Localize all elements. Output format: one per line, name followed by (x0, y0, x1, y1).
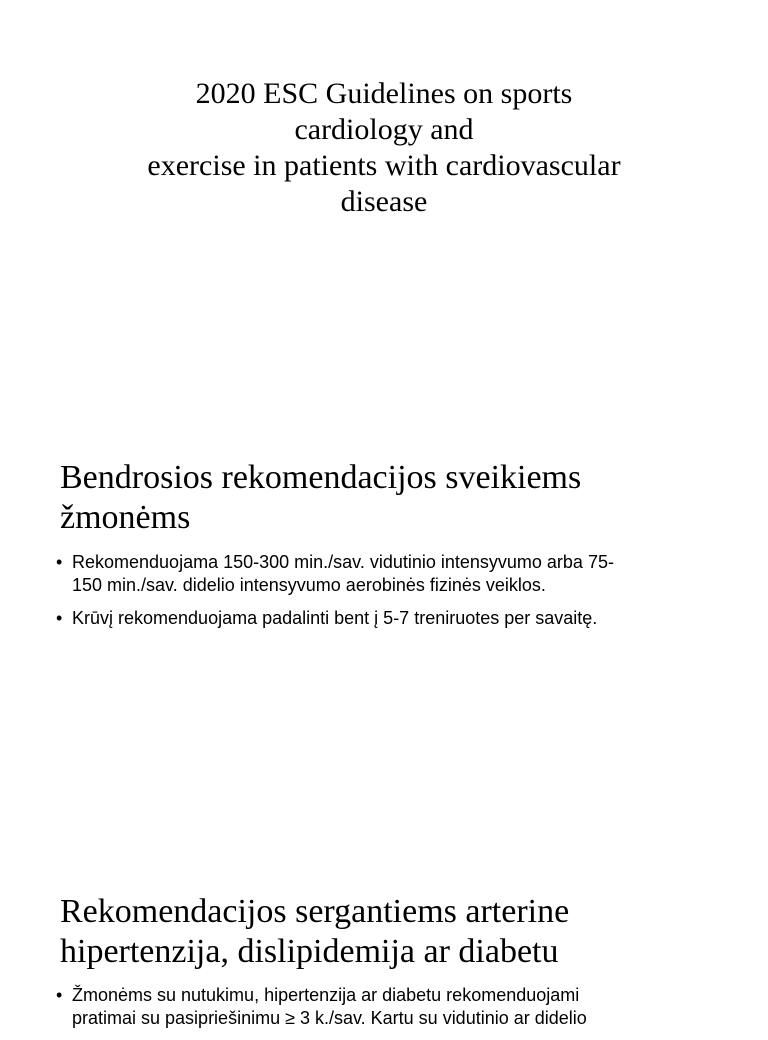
general-recommendations-slide (0, 434, 768, 864)
bullet-list (56, 984, 706, 1040)
bullet-icon: • (56, 608, 63, 628)
heading-line: Rekomendacijos sergantiems arterine (60, 893, 570, 930)
bullet-text-line: 150 min./sav. didelio intensyvumo aerobinės fizinės veiklos. (72, 575, 546, 595)
title-line: cardiology and (294, 113, 474, 146)
bullet-icon: • (56, 985, 63, 1005)
title-line: 2020 ESC Guidelines on sports (195, 77, 573, 110)
document-title (40, 76, 728, 220)
bullet-text-line: pratimai su pasipriešinimu ≥ 3 k./sav. Kartu su vidutinio ar didelio (72, 1008, 587, 1028)
bullet-text-line: Krūvį rekomenduojama padalinti bent į 5-7 treniruotes per savaitę. (72, 608, 598, 628)
list-item (56, 984, 706, 1030)
list-item (56, 607, 706, 630)
bullet-text-line: Rekomenduojama 150-300 min./sav. vidutinio intensyvumo arba 75- (72, 552, 614, 572)
slide-heading (60, 892, 720, 972)
title-line: exercise in patients with cardiovascular (147, 149, 621, 182)
heading-line: hipertenzija, dislipidemija ar diabetu (60, 933, 559, 970)
risk-factor-recommendations-slide (0, 864, 768, 1028)
bullet-icon: • (56, 552, 63, 572)
bullet-list (56, 551, 706, 640)
slide-heading (60, 458, 720, 538)
heading-line: žmonėms (60, 499, 191, 536)
title-slide (0, 0, 768, 434)
bullet-text-line: Žmonėms su nutukimu, hipertenzija ar diabetu rekomenduojami (72, 985, 580, 1005)
title-line: disease (340, 185, 428, 218)
heading-line: Bendrosios rekomendacijos sveikiems (60, 459, 582, 496)
list-item (56, 551, 706, 597)
